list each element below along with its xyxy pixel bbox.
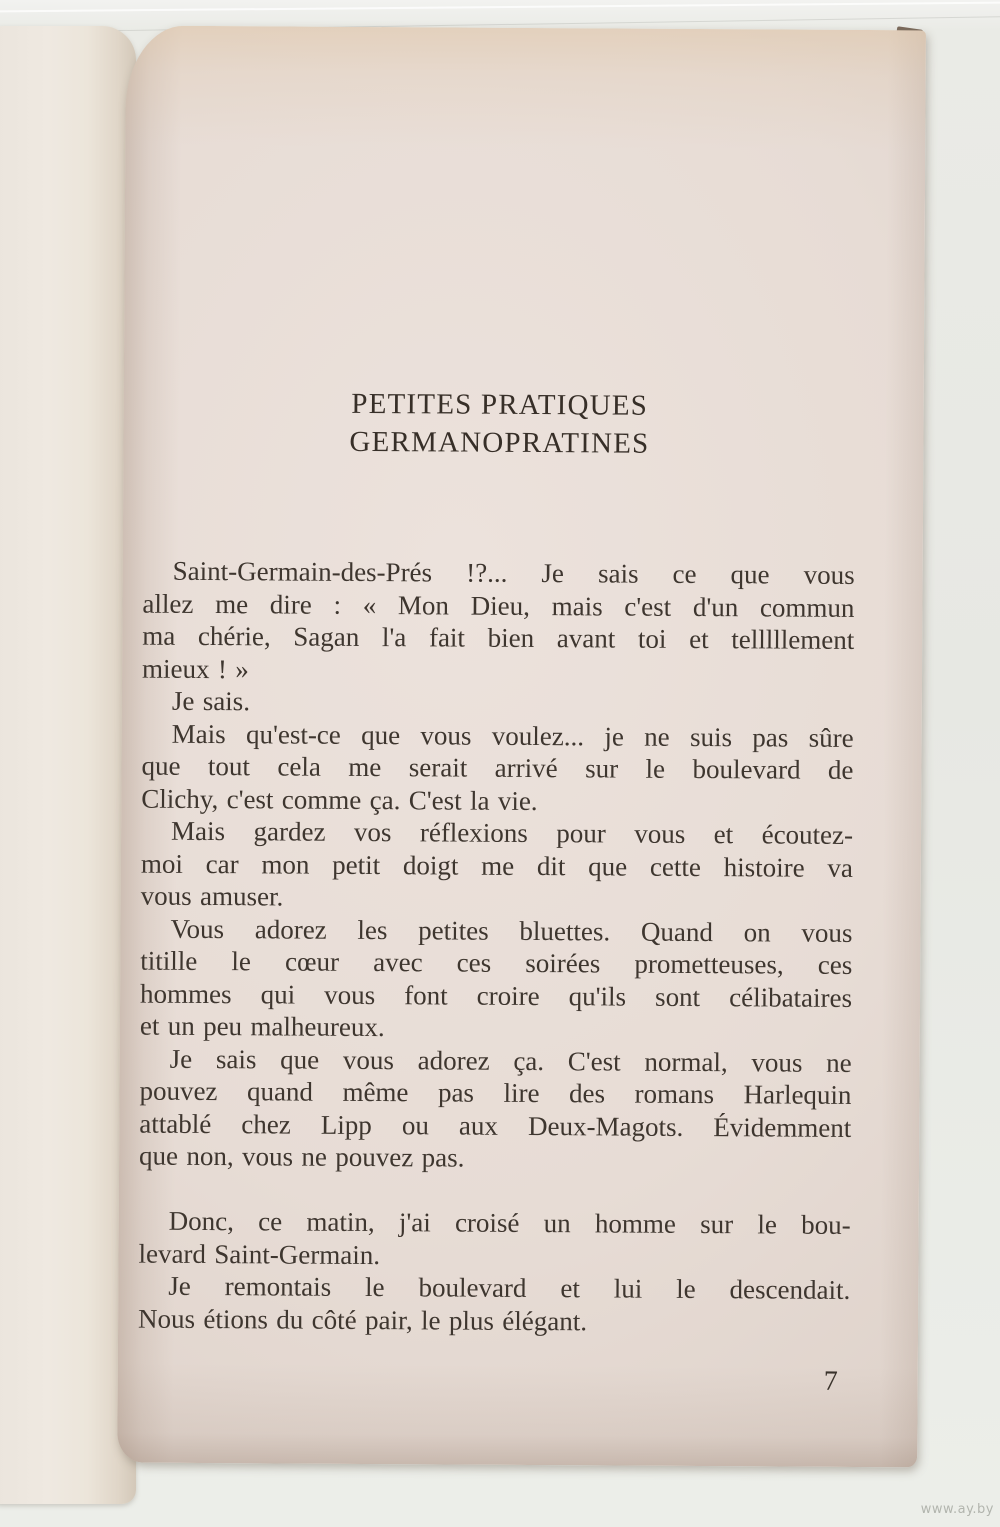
paragraph xyxy=(140,912,853,1046)
text-line: ma chérie, Sagan l'a fait bien avant toi et telllllement xyxy=(142,620,855,655)
text-line: que non, vous ne pouvez pas. xyxy=(139,1140,465,1173)
text-line: titille le cœur avec ces soirées prometteuses, ces xyxy=(140,945,853,980)
text-line: que tout cela me serait arrivé sur le boulevard de xyxy=(141,750,854,785)
paragraph xyxy=(141,815,854,917)
page-number: 7 xyxy=(823,1365,838,1397)
left-page-block xyxy=(0,26,136,1504)
book-page xyxy=(117,26,926,1468)
chapter-title-line: GERMANOPRATINES xyxy=(349,425,650,460)
text-line: Je remontais le boulevard et lui le descendait. xyxy=(168,1270,851,1305)
paragraph xyxy=(139,1042,852,1176)
chapter-title-line: PETITES PRATIQUES xyxy=(351,387,649,422)
paragraph xyxy=(141,717,854,819)
text-line: hommes qui vous font croire qu'ils sont célibataires xyxy=(140,978,853,1013)
paragraph xyxy=(142,685,854,722)
text-line: Je sais que vous adorez ça. C'est normal, vous ne xyxy=(169,1043,852,1078)
text-line: Saint-Germain-des-Prés !?... Je sais ce que vous xyxy=(172,555,855,590)
text-line: mieux ! » xyxy=(141,653,249,684)
text-line: vous amuser. xyxy=(140,880,284,912)
body-text xyxy=(138,555,855,1339)
text-line: attablé chez Lipp ou aux Deux-Magots. Évidemment xyxy=(139,1108,852,1143)
text-line: Nous étions du côté pair, le plus élégant. xyxy=(138,1303,588,1336)
text-line: Mais qu'est-ce que vous voulez... je ne suis pas sûre xyxy=(171,718,854,753)
text-line: moi car mon petit doigt me dit que cette histoire va xyxy=(140,848,853,883)
text-line: levard Saint-Germain. xyxy=(138,1238,381,1270)
background-seam xyxy=(0,2,1000,13)
chapter-title xyxy=(143,384,855,464)
paragraph xyxy=(138,1205,850,1274)
text-line: Mais gardez vos réflexions pour vous et écoutez- xyxy=(171,815,854,850)
text-line: Donc, ce matin, j'ai croisé un homme sur le bou- xyxy=(168,1205,851,1240)
text-line: Je sais. xyxy=(171,685,251,717)
text-line: Vous adorez les petites bluettes. Quand on vous xyxy=(170,913,853,948)
text-line: allez me dire : « Mon Dieu, mais c'est d'un commun xyxy=(142,588,855,623)
text-line: et un peu malheureux. xyxy=(139,1010,385,1043)
watermark: www.ay.by xyxy=(920,1502,994,1517)
text-line: Clichy, c'est comme ça. C'est la vie. xyxy=(141,783,538,816)
text-line: pouvez quand même pas lire des romans Harlequin xyxy=(139,1075,852,1110)
paragraph xyxy=(138,1270,850,1339)
paragraph xyxy=(142,555,855,689)
